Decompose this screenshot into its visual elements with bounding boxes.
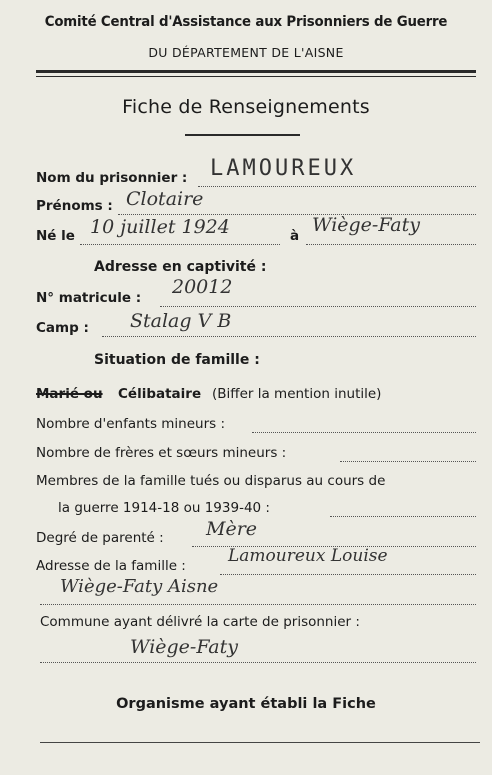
celibataire-option: Célibataire (118, 386, 202, 402)
adresse-line-1 (220, 574, 476, 575)
freres-line (340, 461, 476, 462)
organisme-heading: Organisme ayant établi la Fiche (116, 696, 376, 712)
department-header: DU DÉPARTEMENT DE L'AISNE (148, 45, 344, 60)
adresse-line-2 (40, 604, 476, 605)
adresse-value-2: Wiège-Faty Aisne (60, 576, 219, 597)
camp-value: Stalag V B (130, 310, 232, 332)
commune-label: Commune ayant délivré la carte de prisonnier : (40, 614, 360, 630)
a-line (306, 244, 476, 245)
org-header: Comité Central d'Assistance aux Prisonniers de Guerre (44, 14, 448, 30)
degre-value: Mère (206, 518, 258, 540)
title-underline (185, 134, 300, 136)
enfants-line (252, 432, 476, 433)
degre-label: Degré de parenté : (36, 530, 164, 546)
ne-le-label: Né le (36, 228, 75, 244)
header-rule-thin (36, 76, 476, 77)
a-label: à (290, 228, 300, 244)
commune-line (40, 662, 476, 663)
a-value: Wiège-Faty (312, 214, 420, 236)
matricule-label: N° matricule : (36, 290, 142, 306)
adresse-label: Adresse de la famille : (36, 558, 186, 574)
biffer-note: (Biffer la mention inutile) (212, 386, 382, 402)
organisme-line (40, 742, 480, 743)
ne-le-line (80, 244, 280, 245)
prenoms-value: Clotaire (126, 188, 204, 210)
matricule-value: 20012 (172, 276, 233, 298)
membres-label-2: la guerre 1914-18 ou 1939-40 : (58, 500, 270, 516)
camp-label: Camp : (36, 320, 89, 336)
commune-value: Wiège-Faty (130, 636, 238, 658)
membres-label-1: Membres de la famille tués ou disparus au cours de (36, 473, 386, 489)
camp-line (102, 336, 476, 337)
freres-label: Nombre de frères et sœurs mineurs : (36, 445, 287, 461)
nom-label: Nom du prisonnier : (36, 170, 188, 186)
form-title: Fiche de Renseignements (122, 96, 370, 118)
nom-line (198, 186, 476, 187)
nom-value: LAMOUREUX (210, 156, 357, 181)
prenoms-line (118, 214, 476, 215)
membres-line (330, 516, 476, 517)
famille-heading: Situation de famille : (94, 352, 260, 368)
header-rule-thick (36, 70, 476, 73)
prenoms-label: Prénoms : (36, 198, 113, 214)
matricule-line (160, 306, 476, 307)
captivite-heading: Adresse en captivité : (94, 259, 267, 275)
ne-le-value: 10 juillet 1924 (90, 216, 230, 238)
adresse-value-1: Lamoureux Louise (228, 546, 388, 566)
marie-option: Marié ou (36, 386, 103, 402)
enfants-label: Nombre d'enfants mineurs : (36, 416, 226, 432)
